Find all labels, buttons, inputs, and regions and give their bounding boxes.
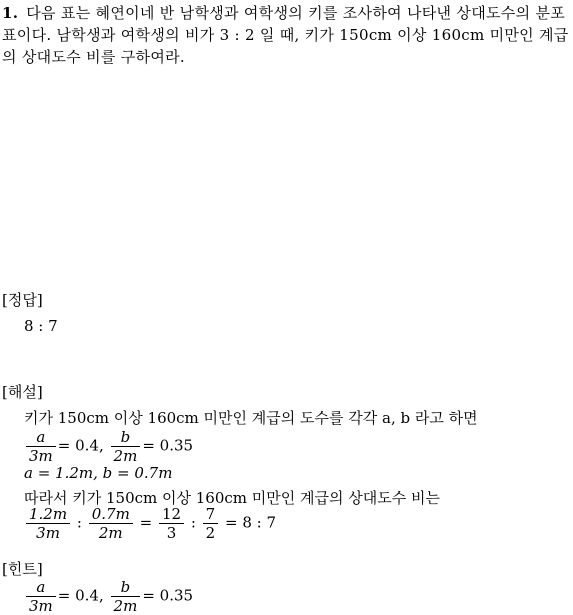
fraction: $\frac{1.2m}{3m}$ [26,505,70,542]
fraction: $\frac{b}{2m}$ [111,578,141,615]
explanation-equation-2: $\frac{1.2m}{3m}$ : $\frac{0.7m}{2m}$ = $\frac{12}{3}$ : $\frac{7}{2}$ = 8 : 7 [24,505,276,542]
explanation-line-1: 키가 150cm 이상 160cm 미만인 계급의 도수를 각각 a, b 라고 하면 [24,409,478,427]
explanation-line-3: a = 1.2m, b = 0.7m [24,464,173,482]
fraction: $\frac{a}{3m}$ [26,578,56,615]
question-number: 1. [2,4,19,22]
fraction: $\frac{0.7m}{2m}$ [89,505,133,542]
explanation-label: [해설] [2,383,43,401]
fraction: $\frac{b}{2m}$ [111,428,141,465]
fraction: $\frac{7}{2}$ [203,505,219,542]
answer-label: [정답] [2,291,43,309]
question-body: 다음 표는 혜연이네 반 남학생과 여학생의 키를 조사하여 나타낸 상대도수의 분포표이다. 남학생과 여학생의 비가 3 : 2 일 때, 키가 150cm 이상 160cm 미만인 계급의 상대도수 비를 구하여라. [2,4,569,66]
hint-equation: $\frac{a}{3m}$ = 0.4, $\frac{b}{2m}$ = 0.35 [24,578,193,615]
explanation-line-4: 따라서 키가 150cm 이상 160cm 미만인 계급의 상대도수 비는 [24,489,440,507]
fraction: $\frac{12}{3}$ [159,505,184,542]
question-block [2,2,571,68]
answer-value: 8 : 7 [24,317,58,335]
hint-label: [힌트] [2,560,43,578]
fraction: $\frac{a}{3m}$ [26,428,56,465]
question-text [2,2,571,68]
explanation-equation-1: $\frac{a}{3m}$ = 0.4, $\frac{b}{2m}$ = 0.35 [24,428,193,465]
